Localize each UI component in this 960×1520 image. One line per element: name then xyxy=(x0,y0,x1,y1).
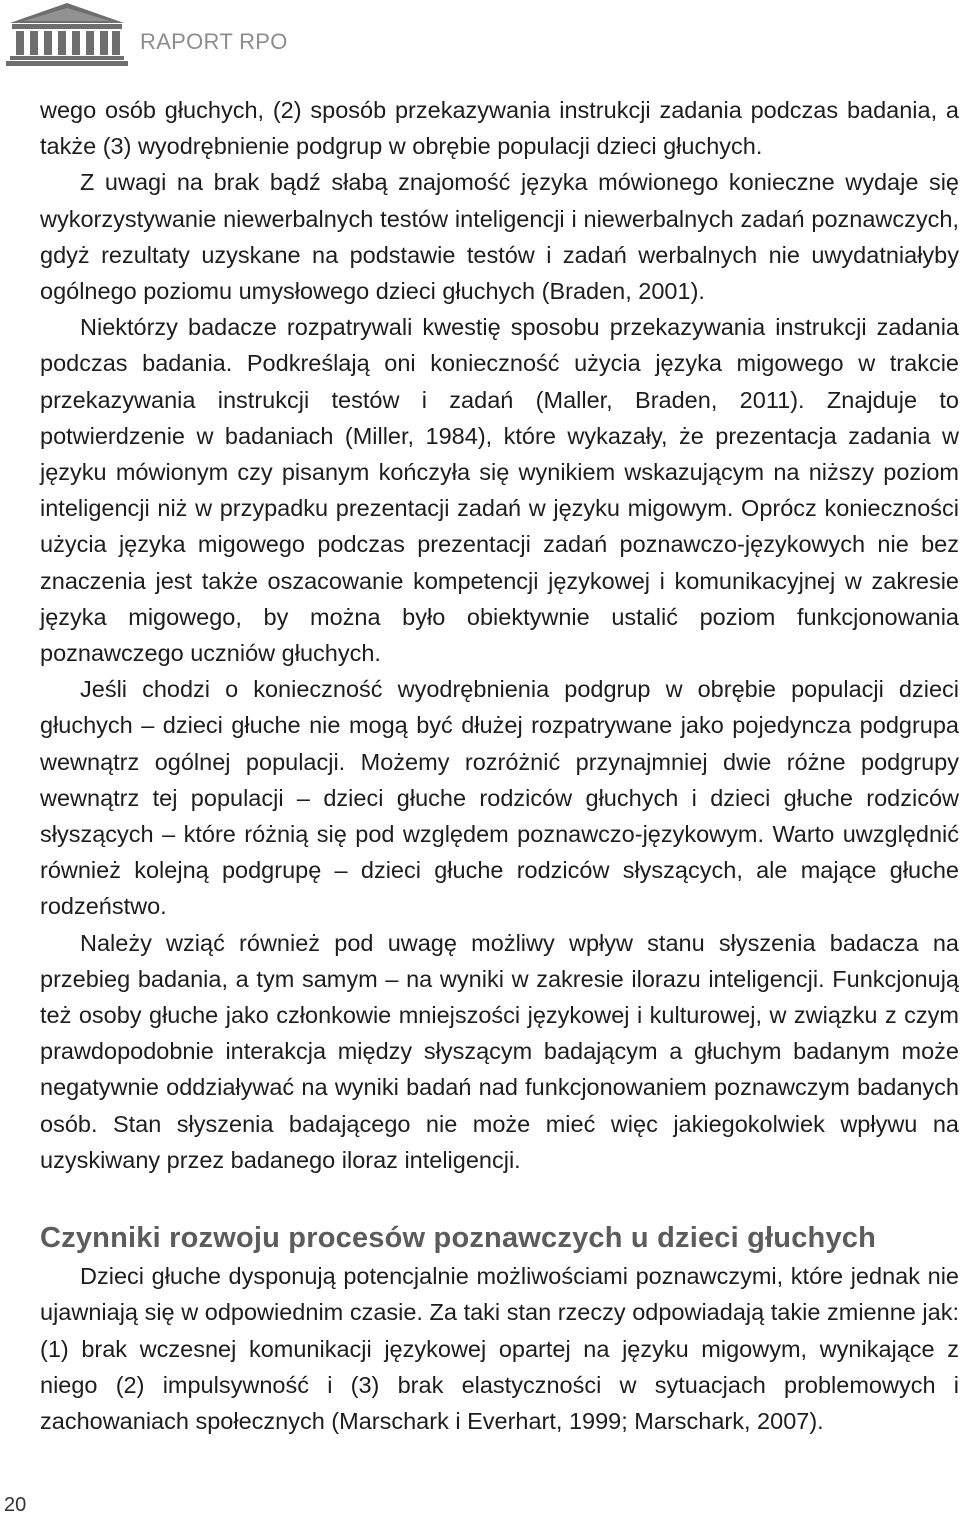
page-header xyxy=(0,0,960,80)
paragraph-continuation: wego osób głuchych, (2) sposób przekazywania instrukcji zadania podczas badania, a także (3) wyodrębnienie podgrup w obrębie populacji dzieci głuchych. xyxy=(40,97,959,160)
paragraph-subgroups: Jeśli chodzi o konieczność wyodrębnienia podgrup w obrębie populacji dzieci głuchych – dzieci głuche nie mogą być dłużej rozpatrywane jako pojedyncza podgrupa wewnątrz ogólnej populacji. Możemy rozróżnić przynajmniej dwie różne podgrupy wewnątrz tej populacji – dzieci głuche rodziców głuchych i dzieci głuche rodziców słyszących – które różnią się pod względem poznawczo-językowym. Warto uwzględnić również kolejną podgrupę – dzieci głuche rodziców słyszących, ale mające głuche rodzeństwo. xyxy=(40,676,959,920)
section-heading: Czynniki rozwoju procesów poznawczych u dzieci głuchych xyxy=(40,1222,877,1255)
paragraph-section-intro: Dzieci głuche dysponują potencjalnie możliwościami poznawczymi, które jednak nie ujawniają się w odpowiednim czasie. Za taki stan rzeczy odpowiadają takie zmienne jak: (1) brak wczesnej komunikacji językowej opartej na języku migowym, wynikające z niego (2) impulsywność i (3) brak elastyczności w sytuacjach problemowych i zachowaniach społecznych (Marschark i Everhart, 1999; Marschark, 2007). xyxy=(40,1263,959,1434)
page-content xyxy=(40,92,959,1439)
institution-building-icon xyxy=(6,2,128,66)
paragraph-examiner-hearing: Należy wziąć również pod uwagę możliwy wpływ stanu słyszenia badacza na przebieg badania, a tym samym – na wyniki w zakresie ilorazu inteligencji. Funkcjonują też osoby głuche jako członkowie mniejszości językowej i kulturowej, w związku z czym prawdopodobnie interakcja między słyszącym badającym a głuchym badanym może negatywnie oddziaływać na wyniki badań nad funkcjonowaniem poznawczym badanych osób. Stan słyszenia badającego nie może mieć więc jakiegokolwiek wpływu na uzyskiwany przez badanego iloraz inteligencji. xyxy=(40,929,959,1173)
paragraph-instructions: Niektórzy badacze rozpatrywali kwestię sposobu przekazywania instrukcji zadania podczas badania. Podkreślają oni konieczność użycia języka migowego w trakcie przekazywania instrukcji testów i zadań (Maller, Braden, 2011). Znajduje to potwierdzenie w badaniach (Miller, 1984), które wykazały, że prezentacja zadania w języku mówionym czy pisanym kończyła się wynikiem wskazującym na niższy poziom inteligencji niż w przypadku prezentacji zadań w języku migowym. Oprócz konieczności użycia języka migowego podczas prezentacji zadań poznawczo-językowych nie bez znaczenia jest także oszacowanie kompetencji językowej i komunikacyjnej w zakresie języka migowego, by można było obiektywnie ustalić poziom funkcjonowania poznawczego uczniów głuchych. xyxy=(40,314,959,667)
header-title: RAPORT RPO xyxy=(140,29,288,54)
paragraph-nonverbal-tests: Z uwagi na brak bądź słabą znajomość języka mówionego konieczne wydaje się wykorzystywanie niewerbalnych testów inteligencji i niewerbalnych zadań poznawczych, gdyż rezultaty uzyskane na podstawie testów i zadań werbalnych nie uwydatniałyby ogólnego poziomu umysłowego dzieci głuchych (Braden, 2001). xyxy=(40,169,959,305)
page-number: 20 xyxy=(4,1494,27,1516)
